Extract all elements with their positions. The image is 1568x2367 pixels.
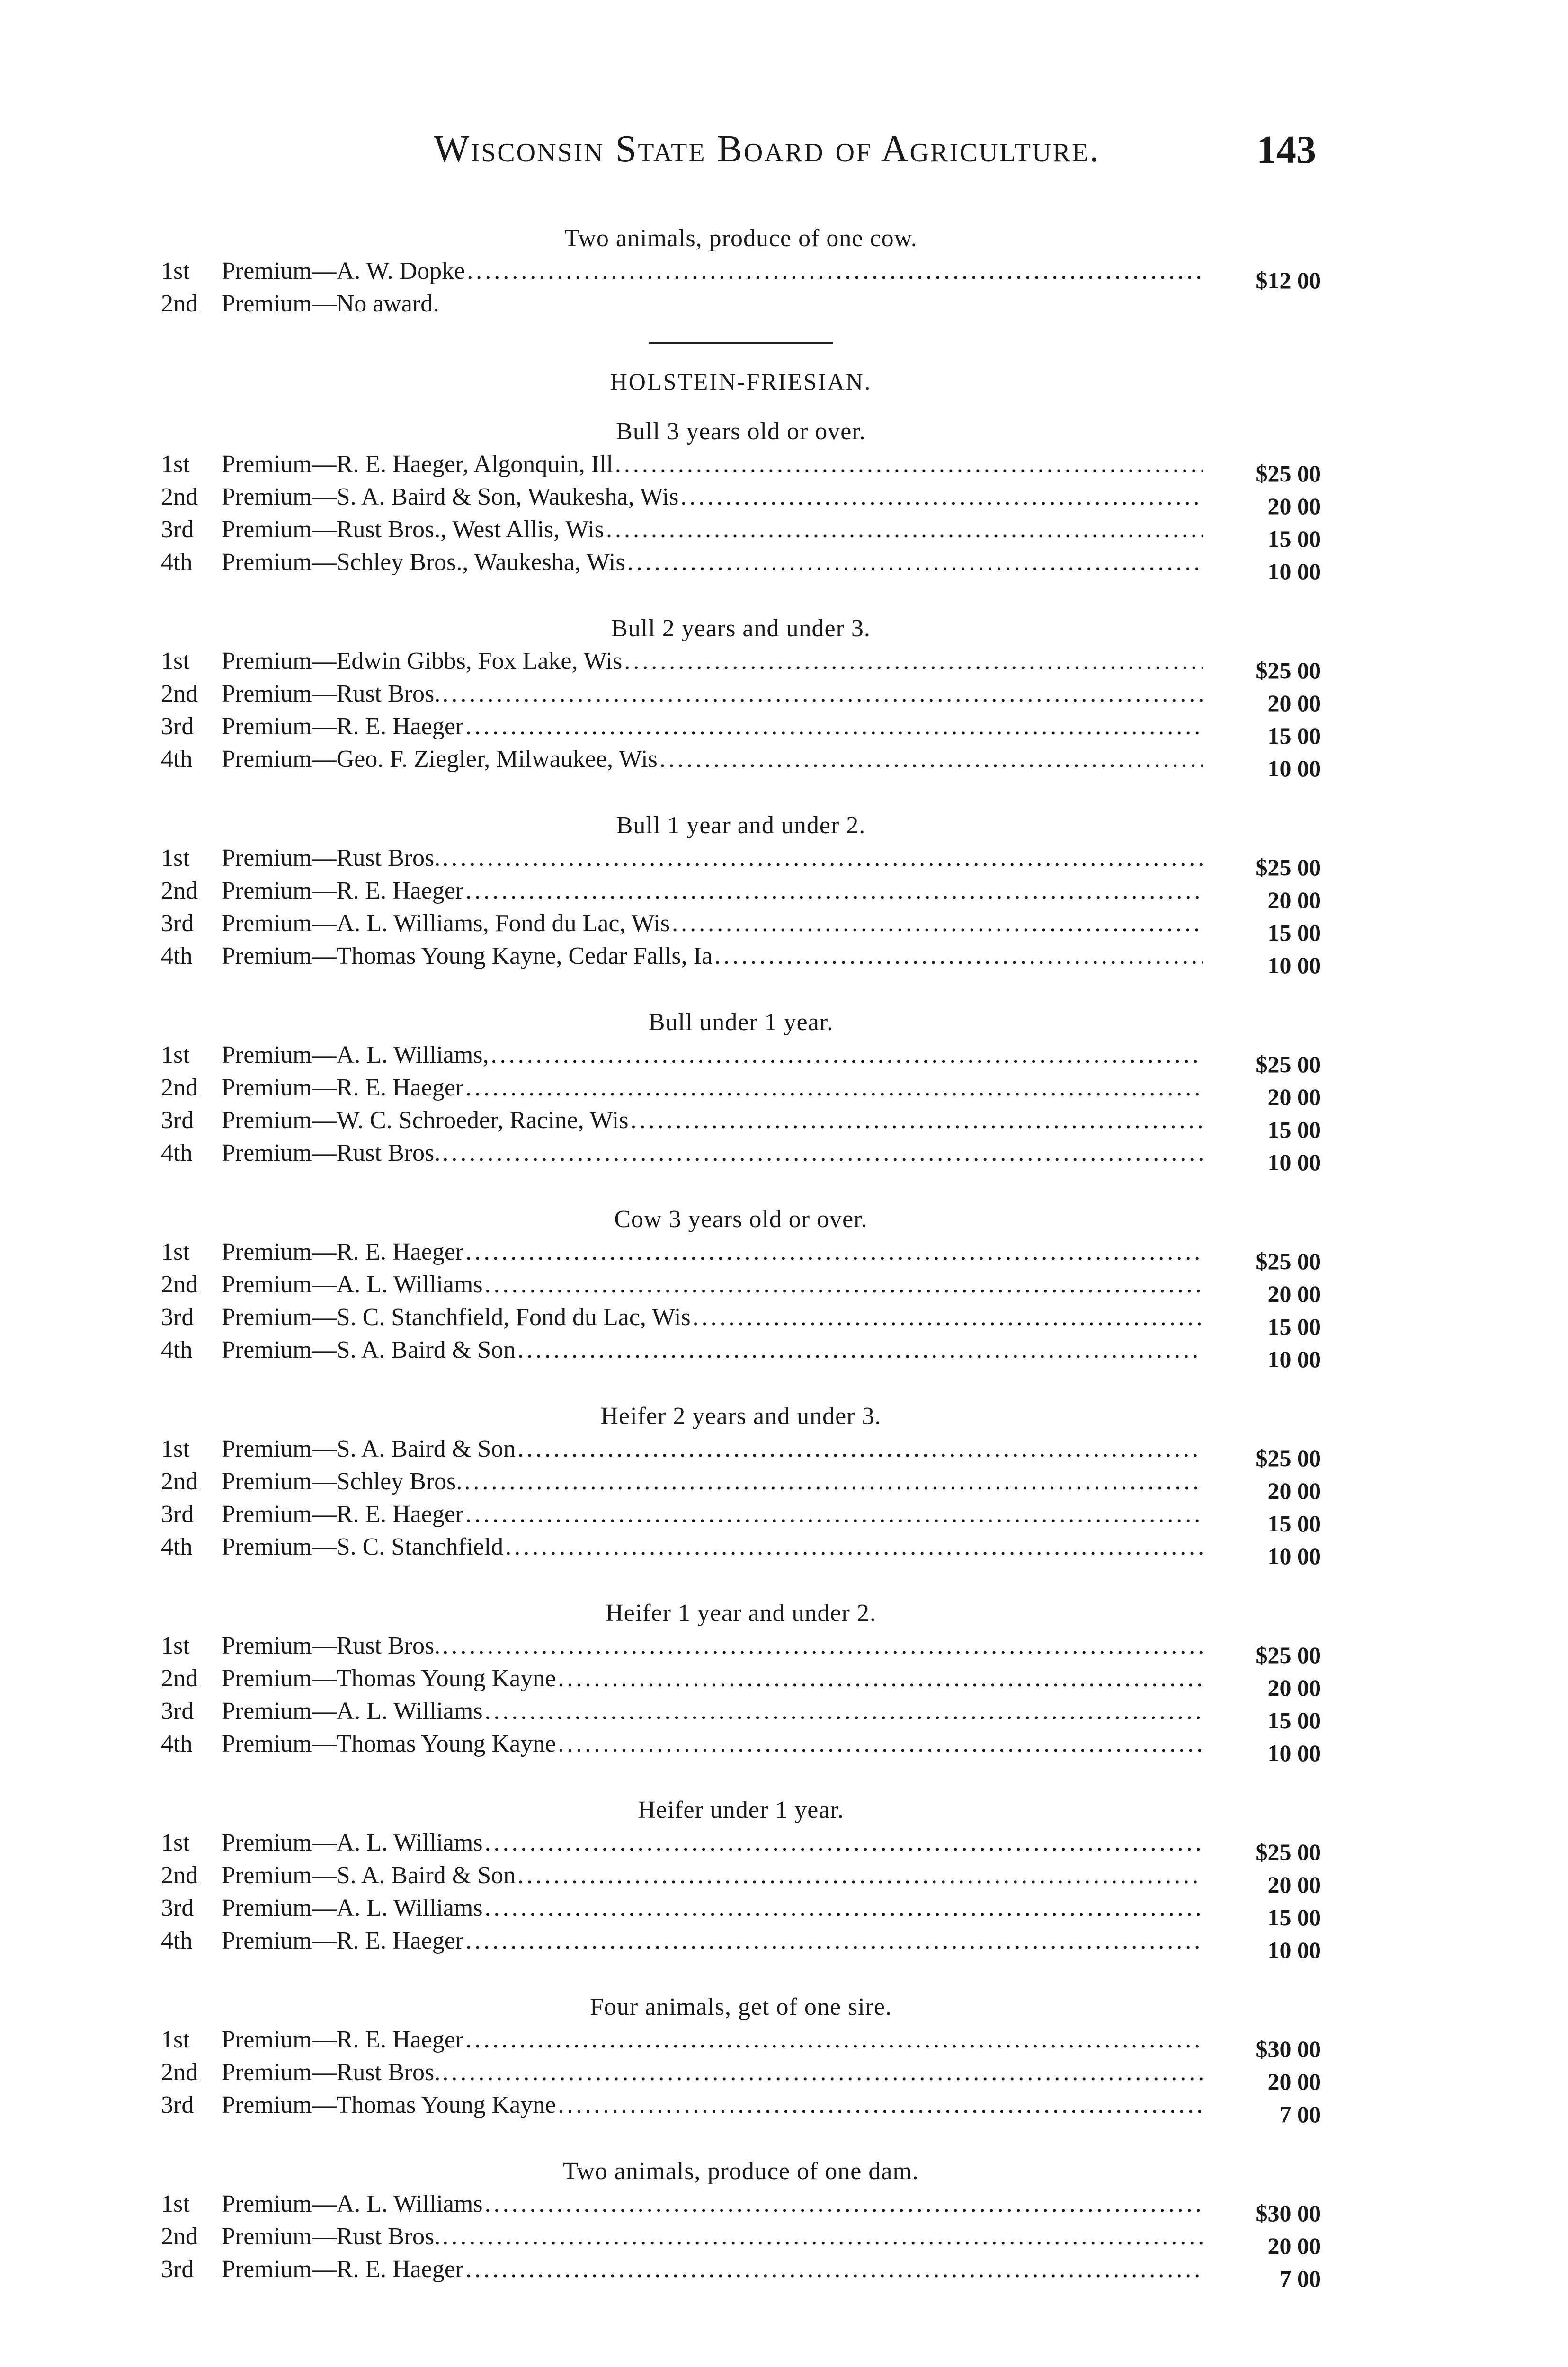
premium-row (161, 1465, 1321, 1504)
entry (222, 1236, 1203, 1268)
entry-text: Premium—Thomas Young Kayne (222, 2091, 556, 2118)
entry-text: Premium—A. L. Williams (222, 1698, 483, 1725)
premium-amount: 15 00 (1267, 919, 1321, 946)
entry (222, 1924, 1203, 1957)
premium-amount: $25 00 (1256, 1445, 1321, 1471)
entry (222, 1334, 1203, 1366)
section-divider-rule (649, 342, 833, 344)
dot-leader (467, 255, 1203, 287)
premium-row (161, 842, 1321, 881)
premium-row (161, 645, 1321, 684)
section-cow-3-years (161, 1203, 1321, 1372)
dot-leader (465, 1498, 1203, 1531)
dot-leader (442, 2056, 1203, 2089)
place-label: 3rd (161, 2091, 194, 2118)
section-caption: Two animals, produce of one dam. (563, 2158, 919, 2185)
entry-text: Premium—A. L. Williams (222, 2190, 483, 2217)
entry (222, 1071, 1203, 1104)
entry-text: Premium—Rust Bros. (222, 2223, 441, 2250)
place-label: 4th (161, 549, 193, 576)
premium-row (161, 710, 1321, 749)
place-label: 3rd (161, 910, 194, 937)
premium-row (161, 1859, 1321, 1898)
dot-leader (442, 1629, 1203, 1662)
dot-leader (606, 513, 1203, 546)
premium-amount: $25 00 (1256, 1051, 1321, 1077)
entry-text: Premium—Rust Bros. (222, 2059, 441, 2086)
entry-text: Premium—A. L. Williams, Fond du Lac, Wis (222, 910, 670, 937)
entry (222, 1629, 1203, 1662)
entry (222, 1137, 1203, 1169)
entry (222, 2253, 1203, 2286)
dot-leader (485, 1826, 1203, 1859)
entry-text: Premium—Rust Bros. (222, 680, 441, 707)
entry (222, 1039, 1203, 1071)
entry (222, 255, 1203, 287)
premium-row (161, 1727, 1321, 1766)
dot-leader (485, 2188, 1203, 2220)
entry-text: Premium—R. E. Haeger (222, 1238, 464, 1265)
place-label: 1st (161, 1041, 190, 1068)
entry-text: Premium—A. L. Williams, (222, 1041, 489, 1068)
entry-text: Premium—S. C. Stanchfield, Fond du Lac, Wis (222, 1304, 691, 1331)
dot-leader (465, 2253, 1203, 2286)
entry (222, 1727, 1203, 1760)
entry (222, 1892, 1203, 1924)
section-bull-2-years (161, 613, 1321, 782)
premium-row (161, 1236, 1321, 1274)
dot-leader (442, 1137, 1203, 1169)
entry (222, 1301, 1203, 1334)
premium-row (161, 1629, 1321, 1668)
place-label: 2nd (161, 2059, 198, 2086)
dot-leader (485, 1268, 1203, 1301)
entry-text: Premium—S. A. Baird & Son (222, 1862, 516, 1889)
dot-leader (659, 743, 1203, 775)
premium-amount: 10 00 (1267, 558, 1321, 585)
dot-leader (624, 645, 1203, 677)
dot-leader (615, 448, 1203, 481)
dot-leader (517, 1433, 1203, 1465)
entry-text: Premium—Thomas Young Kayne, Cedar Falls, Ia (222, 943, 713, 970)
entry-text: Premium—Schley Bros. (222, 1468, 463, 1495)
place-label: 1st (161, 1829, 190, 1856)
premium-amount: 20 00 (1267, 1871, 1321, 1898)
entry (222, 2056, 1203, 2089)
premium-row (161, 1531, 1321, 1569)
place-label: 2nd (161, 1074, 198, 1101)
place-label: 1st (161, 2190, 190, 2217)
premium-row (161, 907, 1321, 946)
premium-amount: 20 00 (1267, 1674, 1321, 1701)
premium-row (161, 2056, 1321, 2095)
entry (222, 710, 1203, 743)
dot-leader (627, 546, 1203, 578)
entry-text: Premium—S. C. Stanchfield (222, 1533, 504, 1560)
premium-row (161, 1695, 1321, 1734)
premium-amount: 20 00 (1267, 1477, 1321, 1504)
entry-text: Premium—Schley Bros., Waukesha, Wis (222, 549, 625, 576)
premium-amount: 10 00 (1267, 755, 1321, 782)
place-label: 1st (161, 2026, 190, 2053)
premium-row (161, 1039, 1321, 1077)
place-label: 3rd (161, 1698, 194, 1725)
dot-leader (630, 1104, 1203, 1137)
premium-row (161, 2220, 1321, 2259)
section-bull-3-years (161, 416, 1321, 585)
dot-leader (464, 1465, 1203, 1498)
premium-row (161, 2188, 1321, 2226)
premium-row (161, 743, 1321, 782)
entry-text: Premium—Thomas Young Kayne (222, 1665, 556, 1692)
place-label: 1st (161, 258, 190, 285)
place-label: 2nd (161, 2223, 198, 2250)
section-heifer-2-years (161, 1400, 1321, 1569)
entry (222, 1826, 1203, 1859)
premium-amount: 15 00 (1267, 1510, 1321, 1537)
section-caption: Four animals, get of one sire. (590, 1993, 892, 2020)
premium-row (161, 2089, 1321, 2127)
dot-leader (485, 1892, 1203, 1924)
entry (222, 2220, 1203, 2253)
place-label: 3rd (161, 1895, 194, 1922)
dot-leader (505, 1531, 1203, 1563)
premium-row (161, 874, 1321, 913)
premium-row (161, 1301, 1321, 1340)
premium-row (161, 1268, 1321, 1307)
dot-leader (558, 1727, 1203, 1760)
entry-text: Premium—S. A. Baird & Son, Waukesha, Wis (222, 483, 679, 510)
dot-leader (442, 2220, 1203, 2253)
premium-amount: $25 00 (1256, 1839, 1321, 1865)
place-label: 4th (161, 1730, 193, 1757)
place-label: 3rd (161, 516, 194, 543)
premium-amount: 10 00 (1267, 1740, 1321, 1766)
entry-text: Premium—Rust Bros. (222, 845, 441, 872)
premium-amount: 15 00 (1267, 1904, 1321, 1931)
premium-row (161, 255, 1321, 294)
entry-text: Premium—Rust Bros. (222, 1632, 441, 1659)
place-label: 4th (161, 1533, 193, 1560)
premium-amount: 20 00 (1267, 887, 1321, 913)
premium-amount: $25 00 (1256, 1248, 1321, 1274)
premium-amount: 15 00 (1267, 1116, 1321, 1143)
entry (222, 1465, 1203, 1498)
entry (222, 1268, 1203, 1301)
premium-amount: 10 00 (1267, 1937, 1321, 1963)
premium-list (161, 222, 1321, 2320)
entry (222, 2023, 1203, 2056)
entry (222, 546, 1203, 578)
entry (222, 940, 1203, 972)
place-label: 2nd (161, 877, 198, 904)
entry-text: Premium—A. L. Williams (222, 1271, 483, 1298)
section-two-animals-produce-of-one-cow (161, 222, 1321, 320)
entry-text: Premium—R. E. Haeger, Algonquin, Ill (222, 451, 613, 478)
premium-amount: 15 00 (1267, 722, 1321, 749)
premium-amount: $25 00 (1256, 657, 1321, 684)
dot-leader (465, 1924, 1203, 1957)
premium-amount: 10 00 (1267, 1346, 1321, 1372)
dot-leader (680, 481, 1203, 513)
entry-text: Premium—S. A. Baird & Son (222, 1435, 516, 1462)
place-label: 4th (161, 1927, 193, 1954)
section-four-animals-get-of-one-sire (161, 1991, 1321, 2127)
entry (222, 645, 1203, 677)
section-heifer-under-1-year (161, 1794, 1321, 1963)
premium-row (161, 546, 1321, 585)
place-label: 2nd (161, 483, 198, 510)
premium-row (161, 940, 1321, 979)
premium-amount: 20 00 (1267, 2233, 1321, 2259)
entry (222, 1498, 1203, 1531)
premium-row (161, 1924, 1321, 1963)
place-label: 1st (161, 648, 190, 675)
dot-leader (714, 940, 1203, 972)
section-caption: Heifer 2 years and under 3. (600, 1403, 882, 1430)
entry-text: Premium—R. E. Haeger (222, 1074, 464, 1101)
premium-amount: 10 00 (1267, 952, 1321, 979)
place-label: 2nd (161, 290, 198, 317)
place-label: 3rd (161, 713, 194, 740)
premium-row (161, 1662, 1321, 1701)
entry (222, 287, 1203, 320)
entry-text: Premium—Rust Bros., West Allis, Wis (222, 516, 605, 543)
running-head-title: Wisconsin State Board of Agriculture. (433, 128, 1101, 170)
place-label: 4th (161, 1336, 193, 1363)
premium-amount: 20 00 (1267, 1281, 1321, 1307)
breed-heading: HOLSTEIN-FRIESIAN. (610, 368, 872, 395)
section-heifer-1-year (161, 1597, 1321, 1766)
premium-amount: $12 00 (1256, 267, 1321, 294)
section-caption: Heifer 1 year and under 2. (606, 1600, 876, 1627)
place-label: 2nd (161, 1468, 198, 1495)
premium-row (161, 481, 1321, 519)
place-label: 3rd (161, 1304, 194, 1331)
section-caption: Bull 3 years old or over. (616, 418, 866, 445)
dot-leader (465, 1236, 1203, 1268)
section-caption: Bull 1 year and under 2. (616, 812, 866, 839)
entry-text: Premium—A. L. Williams (222, 1829, 483, 1856)
entry-text: Premium—R. E. Haeger (222, 2026, 464, 2053)
premium-row (161, 448, 1321, 487)
entry (222, 481, 1203, 513)
premium-amount: 20 00 (1267, 1084, 1321, 1110)
premium-row (161, 2253, 1321, 2292)
section-bull-1-year (161, 810, 1321, 979)
dot-leader (672, 907, 1203, 940)
dot-leader (442, 842, 1203, 874)
entry (222, 513, 1203, 546)
entry-text: Premium—R. E. Haeger (222, 1927, 464, 1954)
entry (222, 1695, 1203, 1727)
premium-row (161, 287, 1321, 320)
premium-row (161, 1826, 1321, 1865)
entry (222, 874, 1203, 907)
premium-amount: $30 00 (1256, 2036, 1321, 2062)
premium-amount: 15 00 (1267, 1707, 1321, 1734)
entry-text: Premium—S. A. Baird & Son (222, 1336, 516, 1363)
entry-text: Premium—R. E. Haeger (222, 2256, 464, 2283)
entry (222, 448, 1203, 481)
entry-text: Premium—A. L. Williams (222, 1895, 483, 1922)
entry-text: Premium—R. E. Haeger (222, 1501, 464, 1528)
place-label: 2nd (161, 680, 198, 707)
entry (222, 743, 1203, 775)
section-bull-under-1-year (161, 1006, 1321, 1175)
entry-text: Premium—No award. (222, 290, 439, 317)
premium-amount: 15 00 (1267, 1313, 1321, 1340)
entry (222, 1859, 1203, 1892)
entry (222, 907, 1203, 940)
premium-row (161, 1104, 1321, 1143)
page-number: 143 (1256, 128, 1316, 172)
premium-row (161, 1334, 1321, 1372)
premium-row (161, 1892, 1321, 1931)
premium-amount: $25 00 (1256, 1642, 1321, 1668)
entry-text: Premium—Thomas Young Kayne (222, 1730, 556, 1757)
section-caption: Bull under 1 year. (648, 1009, 834, 1036)
dot-leader (442, 677, 1203, 710)
premium-row (161, 677, 1321, 716)
place-label: 2nd (161, 1862, 198, 1889)
premium-row (161, 1071, 1321, 1110)
place-label: 1st (161, 1435, 190, 1462)
place-label: 4th (161, 746, 193, 773)
entry-text: Premium—Edwin Gibbs, Fox Lake, Wis (222, 648, 623, 675)
premium-row (161, 1433, 1321, 1471)
entry (222, 1531, 1203, 1563)
premium-amount: $30 00 (1256, 2200, 1321, 2226)
premium-row (161, 1137, 1321, 1175)
dot-leader (558, 2089, 1203, 2121)
section-caption: Cow 3 years old or over. (614, 1206, 868, 1233)
entry (222, 2089, 1203, 2121)
entry (222, 1433, 1203, 1465)
section-two-animals-produce-of-one-dam (161, 2155, 1321, 2292)
premium-amount: 7 00 (1279, 2101, 1321, 2127)
premium-amount: 20 00 (1267, 690, 1321, 716)
premium-row (161, 513, 1321, 552)
section-caption: Two animals, produce of one cow. (564, 225, 918, 252)
premium-amount: 7 00 (1279, 2265, 1321, 2292)
premium-row (161, 1498, 1321, 1537)
premium-amount: 20 00 (1267, 493, 1321, 519)
dot-leader (517, 1334, 1203, 1366)
premium-amount: $25 00 (1256, 460, 1321, 487)
premium-amount: 10 00 (1267, 1149, 1321, 1175)
premium-amount: 15 00 (1267, 525, 1321, 552)
entry-text: Premium—R. E. Haeger (222, 877, 464, 904)
dot-leader (465, 874, 1203, 907)
section-caption: Bull 2 years and under 3. (611, 615, 871, 642)
premium-amount: $25 00 (1256, 854, 1321, 881)
place-label: 1st (161, 451, 190, 478)
dot-leader (465, 1071, 1203, 1104)
entry-text: Premium—Rust Bros. (222, 1139, 441, 1166)
place-label: 1st (161, 1632, 190, 1659)
place-label: 4th (161, 1139, 193, 1166)
entry (222, 1662, 1203, 1695)
dot-leader (558, 1662, 1203, 1695)
entry-text: Premium—Geo. F. Ziegler, Milwaukee, Wis (222, 746, 658, 773)
dot-leader (491, 1039, 1203, 1071)
dot-leader (465, 710, 1203, 743)
entry-text: Premium—W. C. Schroeder, Racine, Wis (222, 1107, 629, 1134)
premium-amount: 10 00 (1267, 1543, 1321, 1569)
dot-leader (693, 1301, 1203, 1334)
entry (222, 1104, 1203, 1137)
place-label: 4th (161, 943, 193, 970)
entry (222, 842, 1203, 874)
place-label: 1st (161, 1238, 190, 1265)
dot-leader (517, 1859, 1203, 1892)
place-label: 3rd (161, 2256, 194, 2283)
dot-leader (485, 1695, 1203, 1727)
place-label: 3rd (161, 1501, 194, 1528)
entry-text: Premium—A. W. Dopke (222, 258, 465, 285)
dot-leader (465, 2023, 1203, 2056)
section-caption: Heifer under 1 year. (638, 1797, 844, 1824)
entry (222, 2188, 1203, 2220)
entry (222, 677, 1203, 710)
premium-amount: 20 00 (1267, 2068, 1321, 2095)
place-label: 1st (161, 845, 190, 872)
place-label: 3rd (161, 1107, 194, 1134)
premium-row (161, 2023, 1321, 2062)
place-label: 2nd (161, 1271, 198, 1298)
place-label: 2nd (161, 1665, 198, 1692)
entry-text: Premium—R. E. Haeger (222, 713, 464, 740)
